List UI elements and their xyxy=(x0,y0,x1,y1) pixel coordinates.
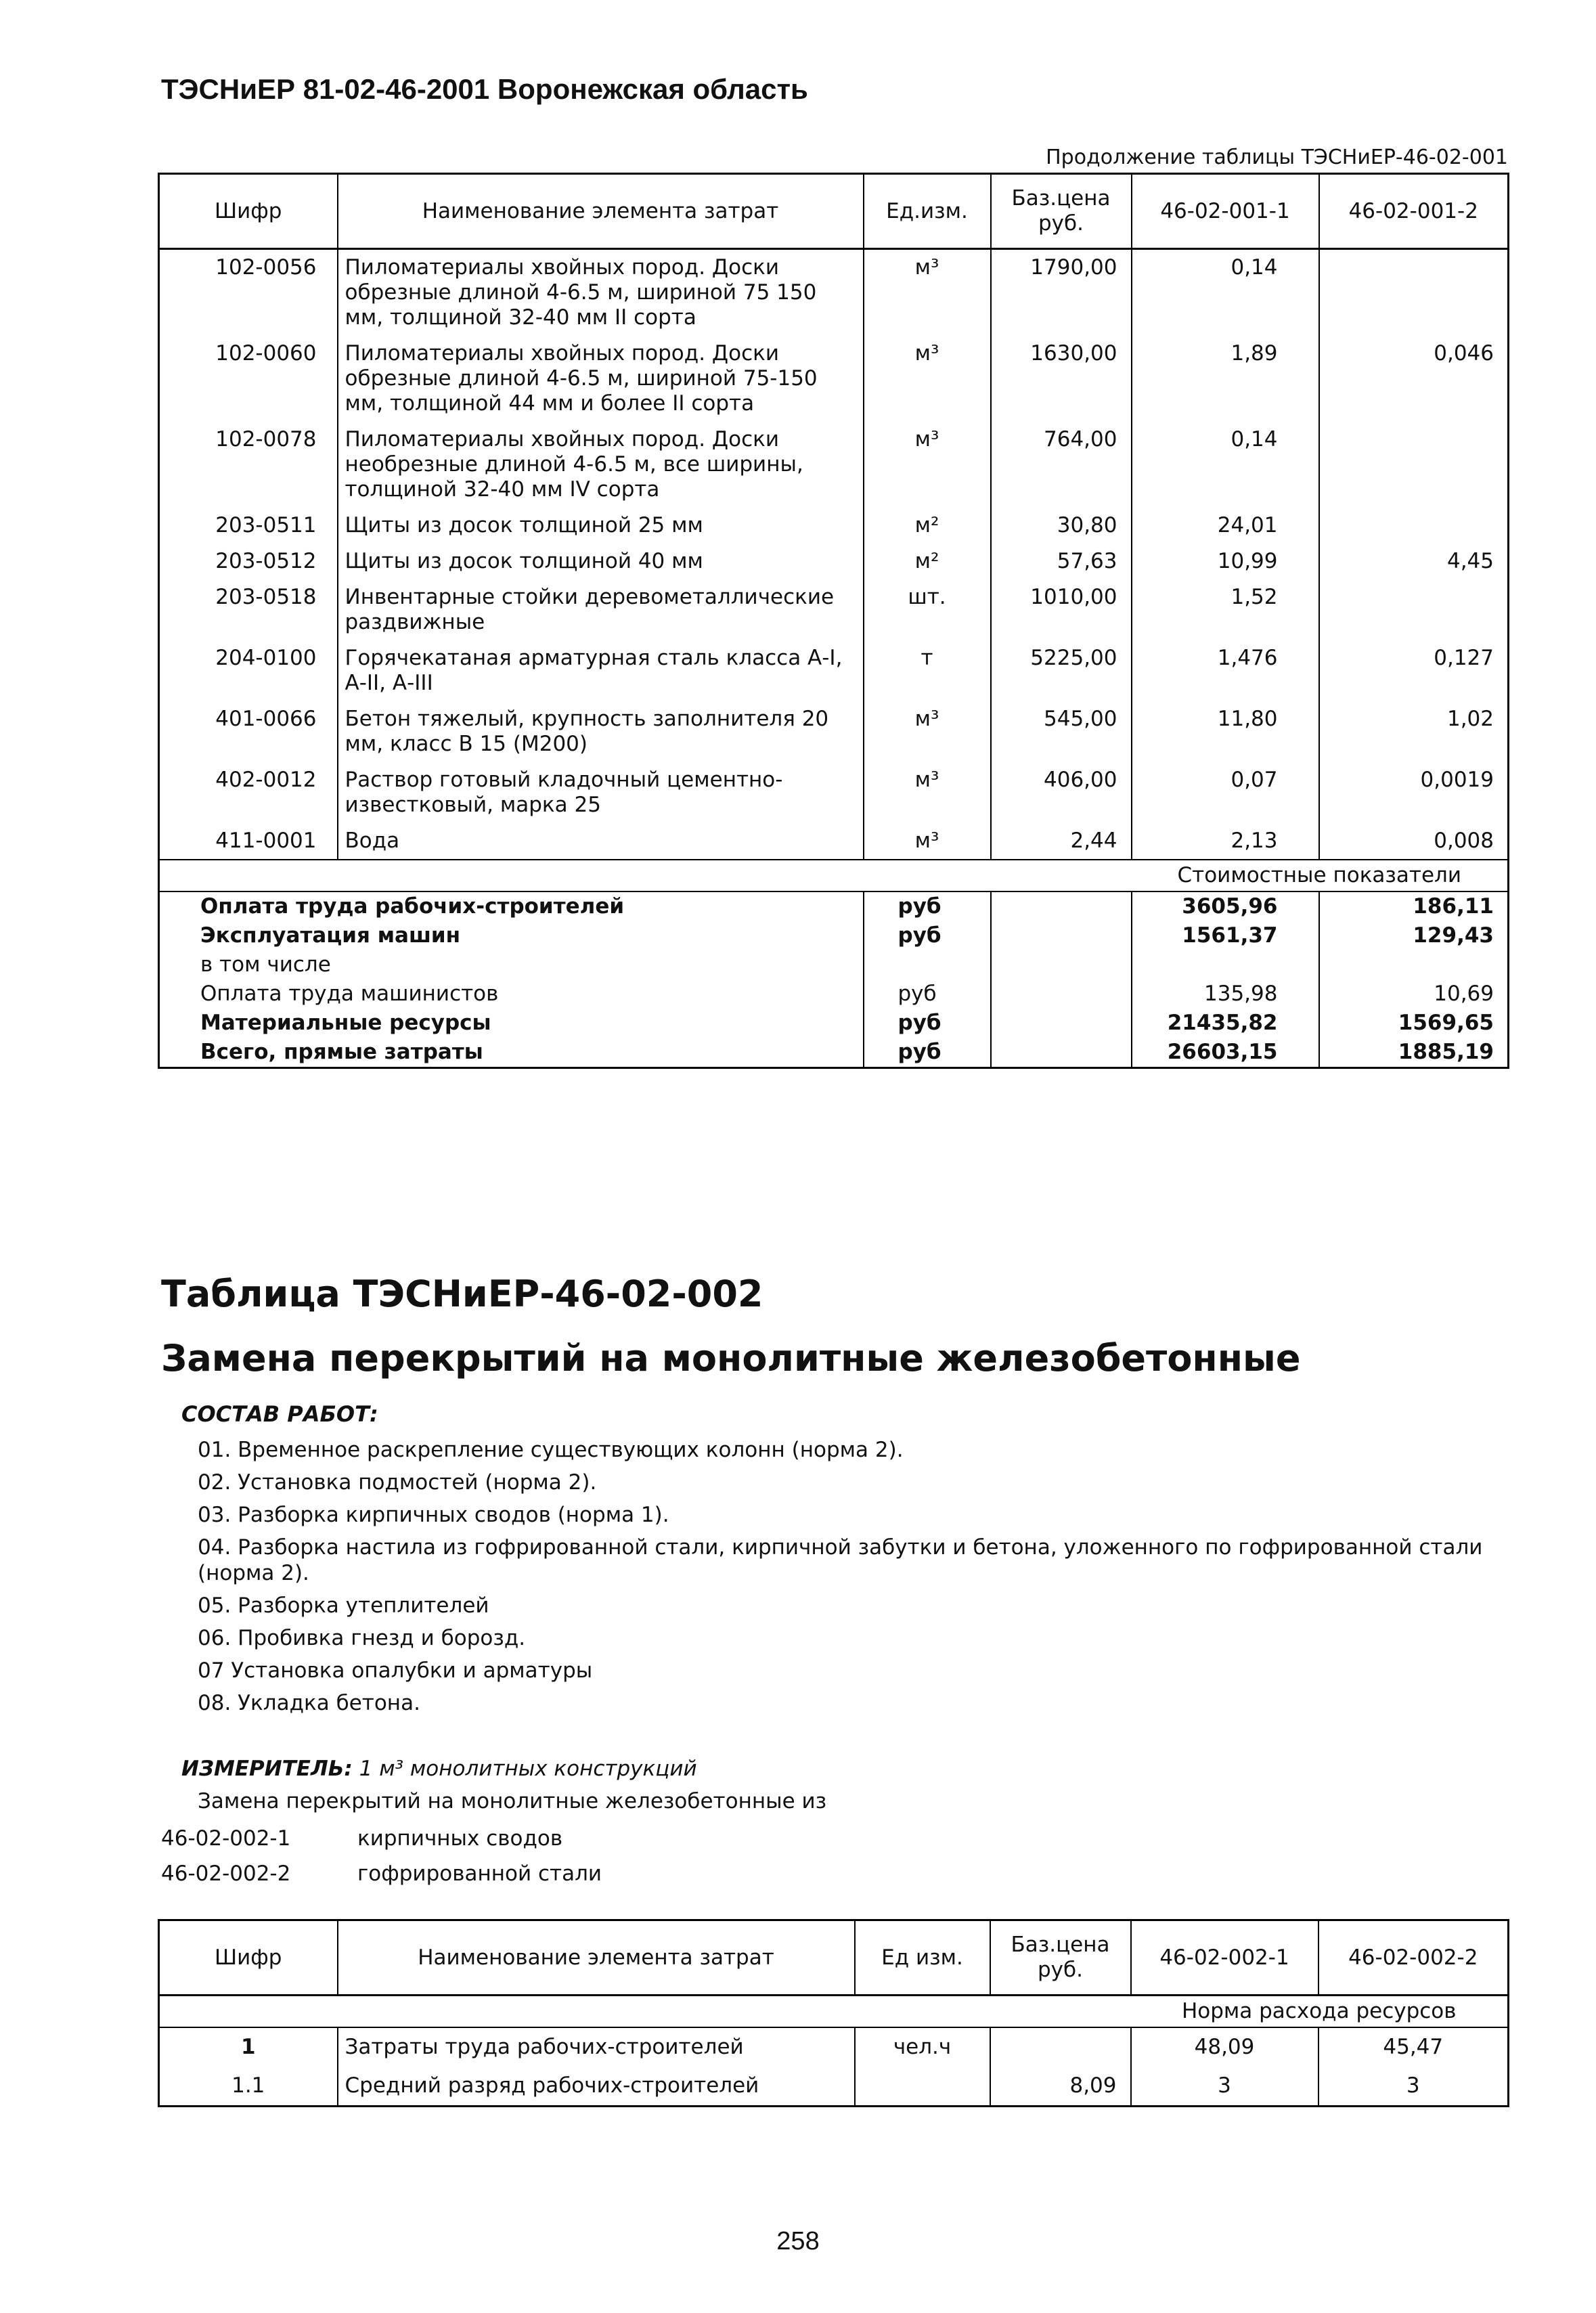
cell-norm-1: 0,07 xyxy=(1132,762,1319,823)
cell-norm-1: 0,14 xyxy=(1132,422,1319,508)
cell-unit: м³ xyxy=(864,249,991,336)
work-item: 06. Пробивка гнезд и борозд. xyxy=(198,1626,526,1650)
replacement-text: Замена перекрытий на монолитные железобетонные из xyxy=(198,1789,827,1813)
work-item: 01. Временное раскрепление существующих колонн (норма 2). xyxy=(198,1438,904,1462)
summary-norm-2 xyxy=(1319,950,1509,979)
table-title: Таблица ТЭСНиЕР-46-02-002 xyxy=(161,1273,763,1315)
norm-code-desc: гофрированной стали xyxy=(357,1862,602,1886)
cell-norm-1: 3 xyxy=(1131,2067,1318,2107)
work-item: 03. Разборка кирпичных сводов (норма 1). xyxy=(198,1503,669,1527)
cell-unit xyxy=(855,2067,990,2107)
cell-name: Раствор готовый кладочный цементно-известковый, марка 25 xyxy=(338,762,864,823)
works-label: СОСТАВ РАБОТ: xyxy=(181,1401,378,1427)
cell-price: 764,00 xyxy=(991,422,1132,508)
norm-code: 46-02-002-2 xyxy=(161,1862,291,1886)
cell-norm-2: 3 xyxy=(1318,2067,1509,2107)
summary-norm-1: 3605,96 xyxy=(1132,891,1319,921)
summary-norm-1: 135,98 xyxy=(1132,979,1319,1009)
cell-code: 401-0066 xyxy=(159,701,338,762)
cell-price: 1790,00 xyxy=(991,249,1132,336)
table-row xyxy=(159,249,1509,336)
cell-unit: чел.ч xyxy=(855,2027,990,2067)
summary-row xyxy=(159,1038,1509,1068)
summary-price xyxy=(991,1038,1132,1068)
cell-price: 57,63 xyxy=(991,544,1132,579)
table-row xyxy=(159,762,1509,823)
cell-name: Вода xyxy=(338,823,864,860)
norm-code-item xyxy=(161,1821,602,1856)
table-continuation-label: Продолжение таблицы ТЭСНиЕР-46-02-001 xyxy=(1046,146,1508,169)
cell-unit: т xyxy=(864,640,991,701)
table-row xyxy=(159,701,1509,762)
summary-unit: руб xyxy=(864,921,991,950)
cost-header-row xyxy=(159,860,1509,891)
cell-unit: м³ xyxy=(864,762,991,823)
cell-unit: м³ xyxy=(864,422,991,508)
cell-unit: шт. xyxy=(864,579,991,640)
cell-name: Средний разряд рабочих-строителей xyxy=(338,2067,855,2107)
table-row xyxy=(159,640,1509,701)
norm-code-desc: кирпичных сводов xyxy=(357,1826,563,1851)
running-header: ТЭСНиЕР 81-02-46-2001 Воронежская область xyxy=(161,73,808,105)
cell-code: 102-0056 xyxy=(159,249,338,336)
table-header-row xyxy=(159,174,1509,249)
work-item: 08. Укладка бетона. xyxy=(198,1691,420,1715)
resource-table-46-02-002 xyxy=(158,1919,1509,2107)
col-header-price: Баз.цена руб. xyxy=(991,174,1132,249)
summary-row xyxy=(159,950,1509,979)
work-item: 07 Установка опалубки и арматуры xyxy=(198,1658,593,1683)
cell-unit: м² xyxy=(864,508,991,544)
summary-unit xyxy=(864,950,991,979)
cell-price: 5225,00 xyxy=(991,640,1132,701)
cell-name: Горячекатаная арматурная сталь класса А-I, А-II, А-III xyxy=(338,640,864,701)
col-header-name: Наименование элемента затрат xyxy=(338,1920,855,1996)
summary-name: Всего, прямые затраты xyxy=(159,1038,864,1068)
table-row xyxy=(159,422,1509,508)
cell-norm-1: 24,01 xyxy=(1132,508,1319,544)
cell-price: 8,09 xyxy=(990,2067,1131,2107)
summary-price xyxy=(991,979,1132,1009)
cell-price: 1010,00 xyxy=(991,579,1132,640)
cell-norm-2 xyxy=(1319,579,1509,640)
col-header-norm-2: 46-02-002-2 xyxy=(1318,1920,1509,1996)
table-subtitle: Замена перекрытий на монолитные железобетонные xyxy=(161,1337,1301,1380)
table-row xyxy=(159,544,1509,579)
cell-price: 406,00 xyxy=(991,762,1132,823)
col-header-unit: Ед.изм. xyxy=(864,174,991,249)
summary-unit: руб xyxy=(864,1038,991,1068)
cell-norm-1: 48,09 xyxy=(1131,2027,1318,2067)
table-row xyxy=(159,579,1509,640)
cell-norm-2: 0,0019 xyxy=(1319,762,1509,823)
norm-code: 46-02-002-1 xyxy=(161,1826,291,1851)
col-header-norm-1: 46-02-002-1 xyxy=(1131,1920,1318,1996)
summary-row xyxy=(159,891,1509,921)
cell-name: Бетон тяжелый, крупность заполнителя 20 мм, класс В 15 (М200) xyxy=(338,701,864,762)
summary-norm-1: 1561,37 xyxy=(1132,921,1319,950)
cell-norm-1: 1,89 xyxy=(1132,336,1319,422)
cell-code: 411-0001 xyxy=(159,823,338,860)
work-item: 04. Разборка настила из гофрированной стали, кирпичной забутки и бетона, уложенного по гофрированной стали (норма 2). xyxy=(198,1535,1483,1585)
summary-norm-2: 186,11 xyxy=(1319,891,1509,921)
cell-norm-1: 0,14 xyxy=(1132,249,1319,336)
col-header-norm-1: 46-02-001-1 xyxy=(1132,174,1319,249)
summary-price xyxy=(991,950,1132,979)
table-row xyxy=(159,823,1509,860)
summary-norm-1: 26603,15 xyxy=(1132,1038,1319,1068)
summary-name: Оплата труда рабочих-строителей xyxy=(159,891,864,921)
summary-row xyxy=(159,1009,1509,1038)
summary-norm-2: 129,43 xyxy=(1319,921,1509,950)
cell-norm-1: 11,80 xyxy=(1132,701,1319,762)
table-row xyxy=(159,2067,1509,2107)
cell-price xyxy=(990,2027,1131,2067)
cell-code: 1.1 xyxy=(159,2067,338,2107)
table-header-row xyxy=(159,1920,1509,1996)
summary-norm-2: 10,69 xyxy=(1319,979,1509,1009)
cell-price: 545,00 xyxy=(991,701,1132,762)
cell-name: Пиломатериалы хвойных пород. Доски обрезные длиной 4-6.5 м, шириной 75 150 мм, толщиной 32-40 мм II сорта xyxy=(338,249,864,336)
col-header-code: Шифр xyxy=(159,1920,338,1996)
measure-value: 1 м³ монолитных конструкций xyxy=(359,1757,697,1781)
col-header-norm-2: 46-02-001-2 xyxy=(1319,174,1509,249)
cell-code: 102-0060 xyxy=(159,336,338,422)
summary-price xyxy=(991,891,1132,921)
summary-name: Эксплуатация машин xyxy=(159,921,864,950)
cell-norm-1: 1,476 xyxy=(1132,640,1319,701)
cell-price: 2,44 xyxy=(991,823,1132,860)
cell-norm-2: 0,127 xyxy=(1319,640,1509,701)
col-header-price: Баз.цена руб. xyxy=(990,1920,1131,1996)
resource-table-46-02-001 xyxy=(158,173,1509,1069)
cell-name: Щиты из досок толщиной 40 мм xyxy=(338,544,864,579)
cell-name: Инвентарные стойки деревометаллические раздвижные xyxy=(338,579,864,640)
summary-price xyxy=(991,1009,1132,1038)
cell-code: 204-0100 xyxy=(159,640,338,701)
norm-code-item xyxy=(161,1856,602,1891)
summary-norm-2: 1569,65 xyxy=(1319,1009,1509,1038)
cell-name: Пиломатериалы хвойных пород. Доски обрезные длиной 4-6.5 м, шириной 75-150 мм, толщиной 44 мм и более II сорта xyxy=(338,336,864,422)
norm-codes-list xyxy=(161,1821,602,1891)
work-item: 02. Установка подмостей (норма 2). xyxy=(198,1470,597,1495)
cell-name: Пиломатериалы хвойных пород. Доски необрезные длиной 4-6.5 м, все ширины, толщиной 32-40 мм IV сорта xyxy=(338,422,864,508)
cell-norm-1: 1,52 xyxy=(1132,579,1319,640)
summary-row xyxy=(159,979,1509,1009)
norm-header-spacer xyxy=(159,1996,1131,2028)
cell-code: 402-0012 xyxy=(159,762,338,823)
cell-norm-1: 2,13 xyxy=(1132,823,1319,860)
cell-unit: м³ xyxy=(864,336,991,422)
cell-unit: м² xyxy=(864,544,991,579)
table-row xyxy=(159,508,1509,544)
cell-norm-2: 0,008 xyxy=(1319,823,1509,860)
summary-unit: руб xyxy=(864,1009,991,1038)
cell-unit: м³ xyxy=(864,823,991,860)
col-header-name: Наименование элемента затрат xyxy=(338,174,864,249)
summary-norm-2: 1885,19 xyxy=(1319,1038,1509,1068)
cell-norm-1: 10,99 xyxy=(1132,544,1319,579)
cell-norm-2 xyxy=(1319,249,1509,336)
cell-unit: м³ xyxy=(864,701,991,762)
summary-price xyxy=(991,921,1132,950)
measure-line xyxy=(181,1757,697,1781)
cell-norm-2: 45,47 xyxy=(1318,2027,1509,2067)
summary-name: Материальные ресурсы xyxy=(159,1009,864,1038)
summary-row xyxy=(159,921,1509,950)
cell-code: 1 xyxy=(159,2027,338,2067)
cell-code: 102-0078 xyxy=(159,422,338,508)
summary-name: Оплата труда машинистов xyxy=(159,979,864,1009)
table-row xyxy=(159,2027,1509,2067)
cell-price: 1630,00 xyxy=(991,336,1132,422)
cell-name: Щиты из досок толщиной 25 мм xyxy=(338,508,864,544)
cell-norm-2 xyxy=(1319,508,1509,544)
cell-norm-2: 1,02 xyxy=(1319,701,1509,762)
cell-name: Затраты труда рабочих-строителей xyxy=(338,2027,855,2067)
cell-code: 203-0512 xyxy=(159,544,338,579)
summary-unit: руб xyxy=(864,979,991,1009)
summary-unit: руб xyxy=(864,891,991,921)
col-header-unit: Ед изм. xyxy=(855,1920,990,1996)
col-header-code: Шифр xyxy=(159,174,338,249)
summary-norm-1 xyxy=(1132,950,1319,979)
cell-code: 203-0511 xyxy=(159,508,338,544)
cell-code: 203-0518 xyxy=(159,579,338,640)
cost-header-spacer xyxy=(159,860,1132,891)
summary-norm-1: 21435,82 xyxy=(1132,1009,1319,1038)
measure-label: ИЗМЕРИТЕЛЬ: xyxy=(181,1757,353,1781)
page-number: 258 xyxy=(776,2227,820,2255)
table-row xyxy=(159,336,1509,422)
cell-price: 30,80 xyxy=(991,508,1132,544)
norm-header: Норма расхода ресурсов xyxy=(1131,1996,1509,2028)
summary-name: в том числе xyxy=(159,950,864,979)
cell-norm-2: 0,046 xyxy=(1319,336,1509,422)
works-list xyxy=(198,1434,1524,1719)
cost-header: Стоимостные показатели xyxy=(1132,860,1509,891)
work-item: 05. Разборка утеплителей xyxy=(198,1593,489,1618)
cell-norm-2 xyxy=(1319,422,1509,508)
cell-norm-2: 4,45 xyxy=(1319,544,1509,579)
norm-header-row xyxy=(159,1996,1509,2028)
